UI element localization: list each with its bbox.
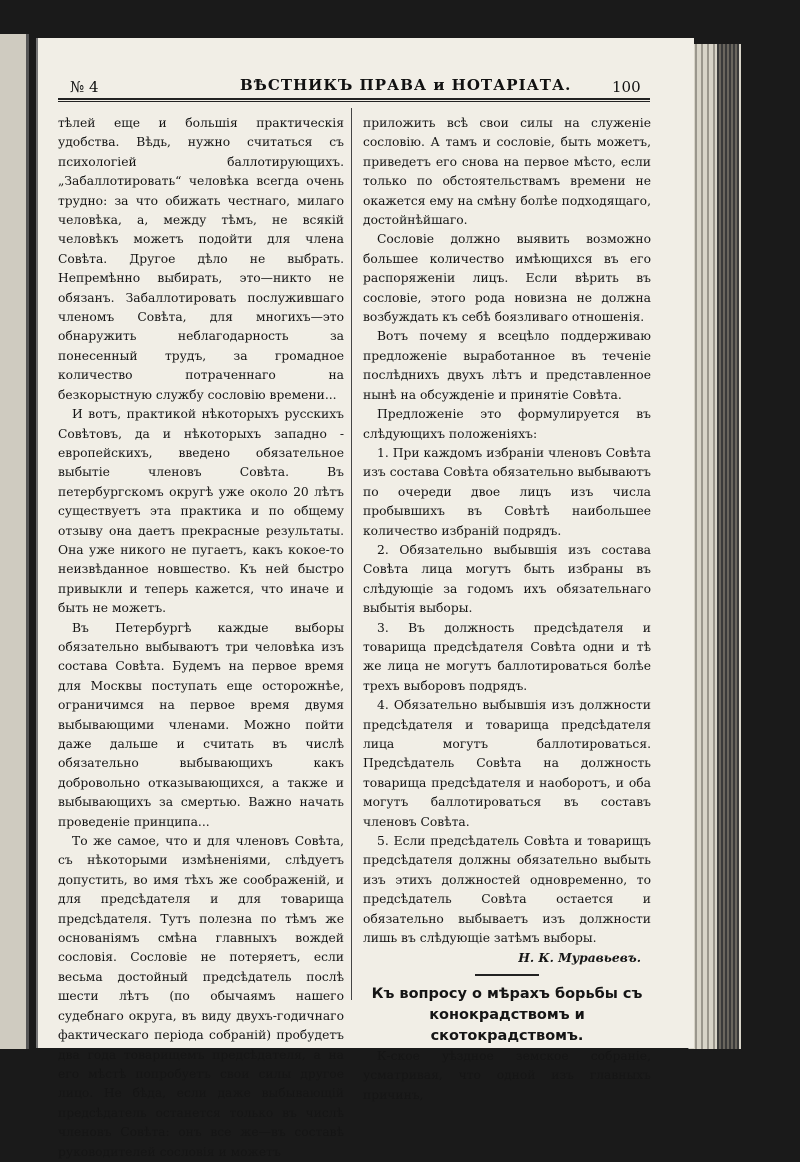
article-heading: Къ вопросу о мѣрахъ борьбы съ конокрадствомъ и скотокрадствомъ. bbox=[371, 985, 643, 1044]
book-gutter bbox=[0, 34, 29, 1049]
article-separator bbox=[475, 974, 539, 976]
issue-number: № 4 bbox=[70, 78, 99, 96]
list-item: 1. При каждомъ избраніи членовъ Совѣта изъ состава Совѣта обязательно выбываютъ по очереди двое лицъ изъ числа пробывшихъ въ Совѣтѣ наибольшее количество избраній подрядъ. bbox=[363, 445, 651, 538]
paragraph: Вотъ почему я всецѣло поддерживаю предложеніе выработанное въ теченіе послѣднихъ двухъ лѣтъ и представленное нынѣ на обсужденіе и принятіе Совѣта. bbox=[363, 329, 651, 402]
list-item: 5. Если предсѣдатель Совѣта и товарищъ предсѣдателя должны обязательно выбыть изъ этихъ должностей одновременно, то предсѣдатель Совѣта остается и обязательно выбываетъ изъ должности лишь въ слѣдующіе затѣмъ выборы. bbox=[363, 834, 651, 946]
paragraph: Предложеніе это формулируется въ слѣдующихъ положеніяхъ: bbox=[363, 407, 651, 441]
book-page-edges bbox=[688, 44, 741, 1049]
paragraph: тѣлей еще и большія практическія удобства. Вѣдь, нужно считаться съ психологіей баллотирующихъ. „Забаллотировать“ человѣка всегда очень трудно: за что обижать честнаго, милаго человѣка, а, между тѣмъ, не всякій человѣкъ можетъ подойти для члена Совѣта. Другое дѣло не выбрать. Непремѣнно выбирать, это—никто не обязанъ. Забаллотировать послужившаго членомъ Совѣта, для многихъ—это обнаружить неблагодарность за понесенный трудъ, за громадное количество потраченнаго на безкорыстную службу сословію времени... bbox=[58, 116, 344, 402]
list-item: 3. Въ должность предсѣдателя и товарища предсѣдателя Совѣта одни и тѣ же лица не могутъ баллотироваться болѣе трехъ выборовъ подрядъ. bbox=[363, 620, 651, 693]
header-rule-thin bbox=[58, 101, 650, 102]
column-divider bbox=[351, 108, 352, 1000]
list-item: 2. Обязательно выбывшія изъ состава Совѣта лица могутъ быть избраны въ слѣдующіе за годомъ ихъ обязательнаго выбытія выборы. bbox=[363, 542, 651, 616]
author-signature: Н. К. Муравьевъ. bbox=[518, 950, 641, 966]
page-number: 100 bbox=[612, 78, 641, 96]
running-header bbox=[70, 76, 650, 98]
right-column bbox=[363, 114, 651, 1105]
paragraph: Сословіе должно выявить возможно большее количество имѣющихся въ его распоряженіи лицъ. Если вѣрить въ сословіе, этого рода новизна не должна возбуждать къ себѣ боязливаго отношенія. bbox=[363, 232, 651, 325]
paragraph: То же самое, что и для членовъ Совѣта, съ нѣкоторыми измѣненіями, слѣдуетъ допустить, во имя тѣхъ же соображеній, и для предсѣдателя и для товарища предсѣдателя. Тутъ полезна по тѣмъ же основаніямъ смѣна главныхъ вождей сословія. Сословіе не потеряетъ, если весьма достойный предсѣдатель послѣ шести лѣтъ (по обычаямъ нашего судебнаго округа, въ виду двухъ-годичнаго фактическаго періода собраній) пробудетъ два года товарищемъ предсѣдателя, а на его мѣстѣ попробуетъ свои силы другое лицо. Не бѣда, если даже выбывающій предсѣдатель останется только въ числѣ членовъ Совѣта: онъ все же—въ составѣ руководителей сословія и можетъ bbox=[58, 834, 344, 1159]
paragraph: приложить всѣ свои силы на служеніе сословію. А тамъ и сословіе, быть можетъ, приведетъ его снова на первое мѣсто, если только по обстоятельствамъ времени не окажется ему на смѣну болѣе подходящаго, достойнѣйшаго. bbox=[363, 116, 651, 228]
left-column bbox=[58, 114, 344, 1162]
journal-title: ВѢСТНИКЪ ПРАВА и НОТАРІАТА. bbox=[240, 76, 572, 94]
paragraph: Въ Петербургѣ каждые выборы обязательно выбываютъ три человѣка изъ состава Совѣта. Будемъ на первое время для Москвы поступать еще осторожнѣе, ограничимся на первое время двумя выбывающими членами. Можно пойти даже дальше и считать въ числѣ обязательно выбывающихъ какъ добровольно отказывающихся, а также и выбывающихъ за смертью. Важно начать проведеніе принципа... bbox=[58, 620, 344, 829]
paragraph: К-ское уѣздное земское собраніе, усматривая, что одной изъ главныхъ причинъ, bbox=[363, 1048, 651, 1102]
header-rule bbox=[58, 98, 650, 100]
list-item: 4. Обязательно выбывшія изъ должности предсѣдателя и товарища предсѣдателя лица могутъ баллотироваться. Предсѣдатель Совѣта на должность товарища предсѣдателя и наоборотъ, и оба могутъ баллотироваться въ составъ членовъ Совѣта. bbox=[363, 698, 651, 829]
paragraph: И вотъ, практикой нѣкоторыхъ русскихъ Совѣтовъ, да и нѣкоторыхъ западно - европейскихъ, введено обязательное выбытіе членовъ Совѣта. Въ петербургскомъ округѣ уже около 20 лѣтъ существуетъ эта практика и по общему отзыву она даетъ прекрасные результаты. Она уже никого не пугаетъ, какъ кокое-то неизвѣданное новшество. Къ ней быстро привыкли и теперь кажется, что иначе и быть не можетъ. bbox=[58, 407, 344, 616]
